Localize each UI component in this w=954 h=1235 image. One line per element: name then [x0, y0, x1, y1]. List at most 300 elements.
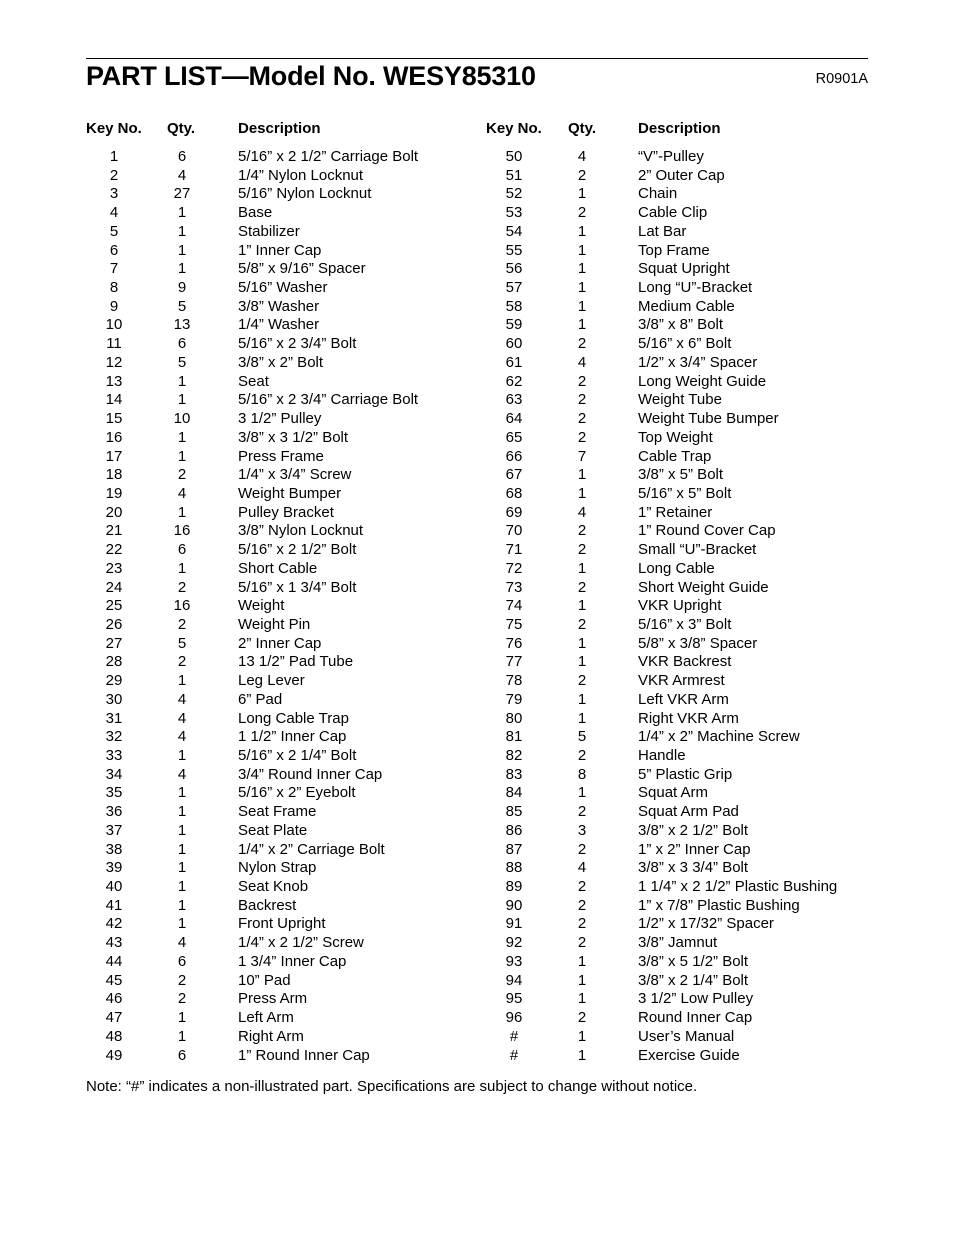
part-key-no: 29 [105, 672, 123, 690]
part-description: Long “U”-Bracket [638, 279, 753, 297]
table-row [486, 167, 866, 186]
table-row [486, 822, 866, 841]
part-qty: 13 [173, 316, 191, 334]
table-row [86, 728, 466, 747]
table-row [486, 878, 866, 897]
part-key-no: 86 [505, 821, 523, 839]
part-qty: 4 [577, 503, 587, 521]
table-row [86, 316, 466, 335]
part-description: 1/4” x 2” Machine Screw [638, 728, 800, 746]
part-key-no: 68 [505, 484, 523, 502]
part-description: Seat Knob [238, 878, 309, 896]
table-row [86, 972, 466, 991]
part-description: Cable Clip [638, 204, 708, 222]
part-qty: 4 [177, 166, 187, 184]
part-qty: 2 [577, 541, 587, 559]
part-description: 10” Pad [238, 971, 291, 989]
part-qty: 1 [577, 260, 587, 278]
table-row [486, 279, 866, 298]
part-description: 5/16” x 3” Bolt [638, 615, 732, 633]
part-key-no: 32 [105, 728, 123, 746]
part-qty: 2 [177, 990, 187, 1008]
table-row [486, 260, 866, 279]
part-description: 3 1/2” Low Pulley [638, 990, 754, 1008]
table-row [86, 522, 466, 541]
part-key-no: 94 [505, 971, 523, 989]
part-description: Cable Trap [638, 447, 712, 465]
part-qty: 1 [577, 1046, 587, 1064]
part-key-no: 16 [105, 428, 123, 446]
part-qty: 2 [177, 971, 187, 989]
part-key-no: 56 [505, 260, 523, 278]
table-row [86, 766, 466, 785]
part-key-no: 4 [109, 204, 119, 222]
part-key-no: 20 [105, 503, 123, 521]
part-qty: 4 [577, 859, 587, 877]
part-qty: 2 [577, 896, 587, 914]
part-key-no: 33 [105, 747, 123, 764]
part-key-no: 79 [505, 690, 523, 708]
part-description: Long Weight Guide [638, 372, 767, 390]
part-key-no: # [509, 1027, 519, 1045]
part-key-no: 54 [505, 222, 523, 240]
table-row [86, 298, 466, 317]
table-row [486, 204, 866, 223]
part-qty: 2 [177, 615, 187, 633]
part-description: 1/4” Washer [238, 316, 320, 334]
table-row [86, 466, 466, 485]
part-description: 1/4” Nylon Locknut [238, 166, 364, 184]
part-key-no: 62 [505, 372, 523, 390]
part-qty: 1 [577, 634, 587, 652]
part-qty: 1 [177, 896, 187, 914]
part-qty: 6 [177, 335, 187, 353]
part-description: 1 3/4” Inner Cap [238, 952, 347, 970]
part-description: Small “U”-Bracket [638, 541, 757, 559]
table-row [486, 410, 866, 429]
part-qty: 5 [577, 728, 587, 746]
part-qty: 2 [577, 803, 587, 821]
part-description: Exercise Guide [638, 1046, 740, 1064]
part-description: Weight Pin [238, 615, 311, 633]
part-qty: 2 [577, 391, 587, 409]
table-row [86, 616, 466, 635]
table-row [486, 897, 866, 916]
part-key-no: 50 [505, 148, 523, 165]
part-description: 3/8” x 5” Bolt [638, 466, 724, 484]
footnote: Note: “#” indicates a non-illustrated part. Specifications are subject to change without notice. [86, 1078, 698, 1095]
parts-table-right [486, 118, 866, 1064]
part-qty: 1 [177, 428, 187, 446]
part-key-no: 89 [505, 878, 523, 896]
table-row [486, 223, 866, 242]
part-description: 3/8” x 2 1/4” Bolt [638, 971, 749, 989]
table-row [86, 279, 466, 298]
part-qty: 2 [177, 653, 187, 671]
part-key-no: 60 [505, 335, 523, 353]
part-key-no: 23 [105, 559, 123, 577]
part-qty: 2 [577, 672, 587, 690]
part-key-no: 43 [105, 934, 123, 952]
description-header: Description [238, 120, 321, 137]
part-description: 1” Inner Cap [238, 241, 322, 259]
part-qty: 1 [177, 222, 187, 240]
part-qty: 2 [577, 335, 587, 353]
part-qty: 1 [577, 653, 587, 671]
part-key-no: 31 [105, 709, 123, 727]
part-key-no: 88 [505, 859, 523, 877]
part-key-no: 19 [105, 484, 123, 502]
part-description: 2” Outer Cap [638, 166, 725, 184]
part-qty: 1 [177, 878, 187, 896]
part-description: Nylon Strap [238, 859, 317, 877]
part-key-no: 93 [505, 952, 523, 970]
part-description: 5/8” x 9/16” Spacer [238, 260, 366, 278]
part-key-no: 18 [105, 466, 123, 484]
table-row [86, 260, 466, 279]
table-row [486, 354, 866, 373]
table-row [486, 859, 866, 878]
part-key-no: 72 [505, 559, 523, 577]
part-description: 1” Retainer [638, 503, 713, 521]
part-key-no: 81 [505, 728, 523, 746]
part-key-no: 85 [505, 803, 523, 821]
table-row [86, 204, 466, 223]
part-description: Backrest [238, 896, 297, 914]
part-key-no: 47 [105, 1009, 123, 1027]
table-row [486, 803, 866, 822]
part-description: 3/8” x 3 1/2” Bolt [238, 428, 349, 446]
part-key-no: 82 [505, 747, 523, 764]
part-description: Long Cable Trap [238, 709, 349, 727]
part-key-no: 46 [105, 990, 123, 1008]
part-description: Round Inner Cap [638, 1009, 753, 1027]
part-key-no: 39 [105, 859, 123, 877]
part-qty: 2 [577, 1009, 587, 1027]
part-description: 3/8” x 5 1/2” Bolt [638, 952, 749, 970]
part-key-no: 69 [505, 503, 523, 521]
table-row [486, 316, 866, 335]
part-key-no: 40 [105, 878, 123, 896]
part-key-no: 30 [105, 690, 123, 708]
part-key-no: 38 [105, 840, 123, 858]
table-row [86, 185, 466, 204]
part-description: 1” Round Cover Cap [638, 522, 776, 540]
part-description: 3/8” x 2 1/2” Bolt [638, 821, 749, 839]
part-description: Top Weight [638, 428, 713, 446]
part-key-no: 52 [505, 185, 523, 203]
part-qty: 1 [177, 747, 187, 764]
table-row [86, 560, 466, 579]
part-description: “V”-Pulley [638, 148, 704, 165]
table-row [486, 1047, 866, 1066]
table-row [86, 242, 466, 261]
table-row [486, 504, 866, 523]
part-qty: 2 [177, 466, 187, 484]
key-no-header: Key No. [486, 120, 542, 137]
description-header: Description [638, 120, 721, 137]
part-qty: 1 [577, 222, 587, 240]
top-rule [86, 58, 868, 59]
part-description: 3 1/2” Pulley [238, 410, 322, 428]
table-row [86, 167, 466, 186]
table-row [86, 1009, 466, 1028]
table-row [486, 242, 866, 261]
part-key-no: 83 [505, 765, 523, 783]
part-key-no: 45 [105, 971, 123, 989]
table-row [86, 859, 466, 878]
table-row [486, 691, 866, 710]
part-description: 6” Pad [238, 690, 283, 708]
part-qty: 1 [577, 952, 587, 970]
part-qty: 2 [577, 522, 587, 540]
part-key-no: 49 [105, 1046, 123, 1064]
part-qty: 1 [577, 484, 587, 502]
part-qty: 1 [177, 447, 187, 465]
part-key-no: 12 [105, 353, 123, 371]
part-description: Press Arm [238, 990, 308, 1008]
part-description: 5/16” x 2 1/2” Bolt [238, 541, 357, 559]
part-key-no: 42 [105, 915, 123, 933]
part-description: Left Arm [238, 1009, 294, 1027]
part-qty: 4 [577, 148, 587, 165]
part-qty: 4 [577, 353, 587, 371]
part-description: Weight [238, 597, 285, 615]
part-key-no: 66 [505, 447, 523, 465]
part-qty: 2 [577, 166, 587, 184]
table-row [486, 541, 866, 560]
part-qty: 1 [177, 372, 187, 390]
part-qty: 1 [177, 840, 187, 858]
part-qty: 1 [177, 391, 187, 409]
part-qty: 2 [577, 428, 587, 446]
part-description: Press Frame [238, 447, 324, 465]
table-row [86, 148, 466, 167]
part-key-no: 58 [505, 297, 523, 315]
table-row [486, 522, 866, 541]
part-description: Right Arm [238, 1027, 304, 1045]
table-row [486, 841, 866, 860]
table-row [86, 597, 466, 616]
part-qty: 1 [577, 784, 587, 802]
table-row [486, 635, 866, 654]
part-key-no: 2 [109, 166, 119, 184]
qty-header: Qty. [167, 120, 196, 137]
part-qty: 1 [577, 1027, 587, 1045]
part-key-no: 65 [505, 428, 523, 446]
part-description: Front Upright [238, 915, 326, 933]
part-key-no: 67 [505, 466, 523, 484]
part-qty: 1 [577, 241, 587, 259]
part-description: Top Frame [638, 241, 710, 259]
part-qty: 1 [577, 185, 587, 203]
table-row [486, 934, 866, 953]
part-key-no: 6 [109, 241, 119, 259]
part-description: 1” x 2” Inner Cap [638, 840, 751, 858]
table-row [486, 429, 866, 448]
part-key-no: 78 [505, 672, 523, 690]
part-qty: 1 [177, 915, 187, 933]
part-key-no: 26 [105, 615, 123, 633]
table-row [86, 672, 466, 691]
part-key-no: 24 [105, 578, 123, 596]
part-description: Base [238, 204, 273, 222]
part-qty: 1 [577, 316, 587, 334]
part-qty: 2 [577, 934, 587, 952]
part-description: 3/8” Jamnut [638, 934, 718, 952]
part-qty: 2 [577, 915, 587, 933]
table-row [86, 691, 466, 710]
part-key-no: 91 [505, 915, 523, 933]
part-qty: 2 [577, 204, 587, 222]
part-qty: 9 [177, 279, 187, 297]
part-description: Leg Lever [238, 672, 305, 690]
part-description: 3/8” x 2” Bolt [238, 353, 324, 371]
table-row [486, 185, 866, 204]
table-row [86, 391, 466, 410]
part-key-no: 57 [505, 279, 523, 297]
part-qty: 4 [177, 934, 187, 952]
part-qty: 2 [577, 372, 587, 390]
part-qty: 5 [177, 353, 187, 371]
table-row [486, 672, 866, 691]
part-key-no: 96 [505, 1009, 523, 1027]
part-description: Left VKR Arm [638, 690, 729, 708]
part-qty: 1 [177, 672, 187, 690]
part-description: Weight Bumper [238, 484, 342, 502]
table-row [486, 990, 866, 1009]
part-key-no: 76 [505, 634, 523, 652]
part-description: 1/4” x 3/4” Screw [238, 466, 352, 484]
part-qty: 1 [177, 784, 187, 802]
part-qty: 1 [577, 971, 587, 989]
table-row [486, 747, 866, 766]
part-qty: 1 [177, 803, 187, 821]
part-description: Weight Tube [638, 391, 722, 409]
table-row [86, 934, 466, 953]
part-key-no: 28 [105, 653, 123, 671]
part-description: VKR Backrest [638, 653, 732, 671]
part-key-no: 44 [105, 952, 123, 970]
part-description: VKR Armrest [638, 672, 725, 690]
part-description: 5/16” x 6” Bolt [638, 335, 732, 353]
part-description: 1/2” x 17/32” Spacer [638, 915, 774, 933]
table-row [86, 410, 466, 429]
table-row [486, 784, 866, 803]
part-description: 1” x 7/8” Plastic Bushing [638, 896, 800, 914]
part-key-no: 55 [505, 241, 523, 259]
table-row [86, 915, 466, 934]
part-key-no: 74 [505, 597, 523, 615]
part-qty: 5 [177, 634, 187, 652]
part-key-no: 80 [505, 709, 523, 727]
table-row [86, 878, 466, 897]
table-row [86, 784, 466, 803]
table-row [86, 897, 466, 916]
part-key-no: 13 [105, 372, 123, 390]
part-description: Squat Arm Pad [638, 803, 739, 821]
table-row [486, 448, 866, 467]
part-description: Right VKR Arm [638, 709, 739, 727]
part-description: Squat Arm [638, 784, 709, 802]
table-row [86, 1028, 466, 1047]
part-description: 5/16” x 2 1/4” Bolt [238, 747, 357, 764]
part-description: Squat Upright [638, 260, 730, 278]
part-key-no: 8 [109, 279, 119, 297]
parts-rows-left [86, 148, 466, 1065]
part-qty: 1 [577, 559, 587, 577]
table-row [486, 972, 866, 991]
part-qty: 10 [173, 410, 191, 428]
part-key-no: 5 [109, 222, 119, 240]
qty-header: Qty. [568, 120, 597, 137]
part-key-no: 37 [105, 821, 123, 839]
part-description: VKR Upright [638, 597, 722, 615]
part-qty: 27 [173, 185, 191, 203]
part-qty: 4 [177, 484, 187, 502]
part-description: Handle [638, 747, 686, 764]
table-row [86, 990, 466, 1009]
table-row [486, 579, 866, 598]
table-row [86, 747, 466, 766]
part-qty: 1 [177, 1027, 187, 1045]
part-key-no: 34 [105, 765, 123, 783]
part-key-no: 71 [505, 541, 523, 559]
table-row [86, 822, 466, 841]
part-qty: 1 [577, 990, 587, 1008]
part-key-no: 63 [505, 391, 523, 409]
part-qty: 6 [177, 1046, 187, 1064]
part-key-no: 92 [505, 934, 523, 952]
table-row [86, 803, 466, 822]
part-description: Short Weight Guide [638, 578, 769, 596]
part-description: 5/8” x 3/8” Spacer [638, 634, 758, 652]
part-qty: 1 [177, 503, 187, 521]
table-row [486, 148, 866, 167]
document-code: R0901A [815, 71, 868, 87]
table-row [86, 1047, 466, 1066]
table-row [86, 710, 466, 729]
table-row [86, 485, 466, 504]
part-key-no: 27 [105, 634, 123, 652]
part-key-no: 22 [105, 541, 123, 559]
table-row [86, 953, 466, 972]
key-no-header: Key No. [86, 120, 142, 137]
part-qty: 16 [173, 522, 191, 540]
part-qty: 2 [577, 747, 587, 764]
table-row [486, 766, 866, 785]
part-key-no: 11 [106, 335, 122, 353]
table-header [86, 118, 466, 142]
table-row [86, 541, 466, 560]
part-description: 5/16” Washer [238, 279, 328, 297]
part-description: Weight Tube Bumper [638, 410, 779, 428]
part-description: 1/4” x 2 1/2” Screw [238, 934, 364, 952]
part-description: 1 1/4” x 2 1/2” Plastic Bushing [638, 878, 838, 896]
part-qty: 5 [177, 297, 187, 315]
part-key-no: 17 [105, 447, 123, 465]
part-qty: 1 [177, 204, 187, 222]
part-key-no: # [509, 1046, 519, 1064]
part-key-no: 10 [105, 316, 123, 334]
table-row [86, 653, 466, 672]
part-qty: 2 [177, 578, 187, 596]
part-key-no: 15 [105, 410, 123, 428]
table-row [86, 579, 466, 598]
table-row [486, 653, 866, 672]
table-row [486, 616, 866, 635]
part-key-no: 41 [105, 896, 123, 914]
